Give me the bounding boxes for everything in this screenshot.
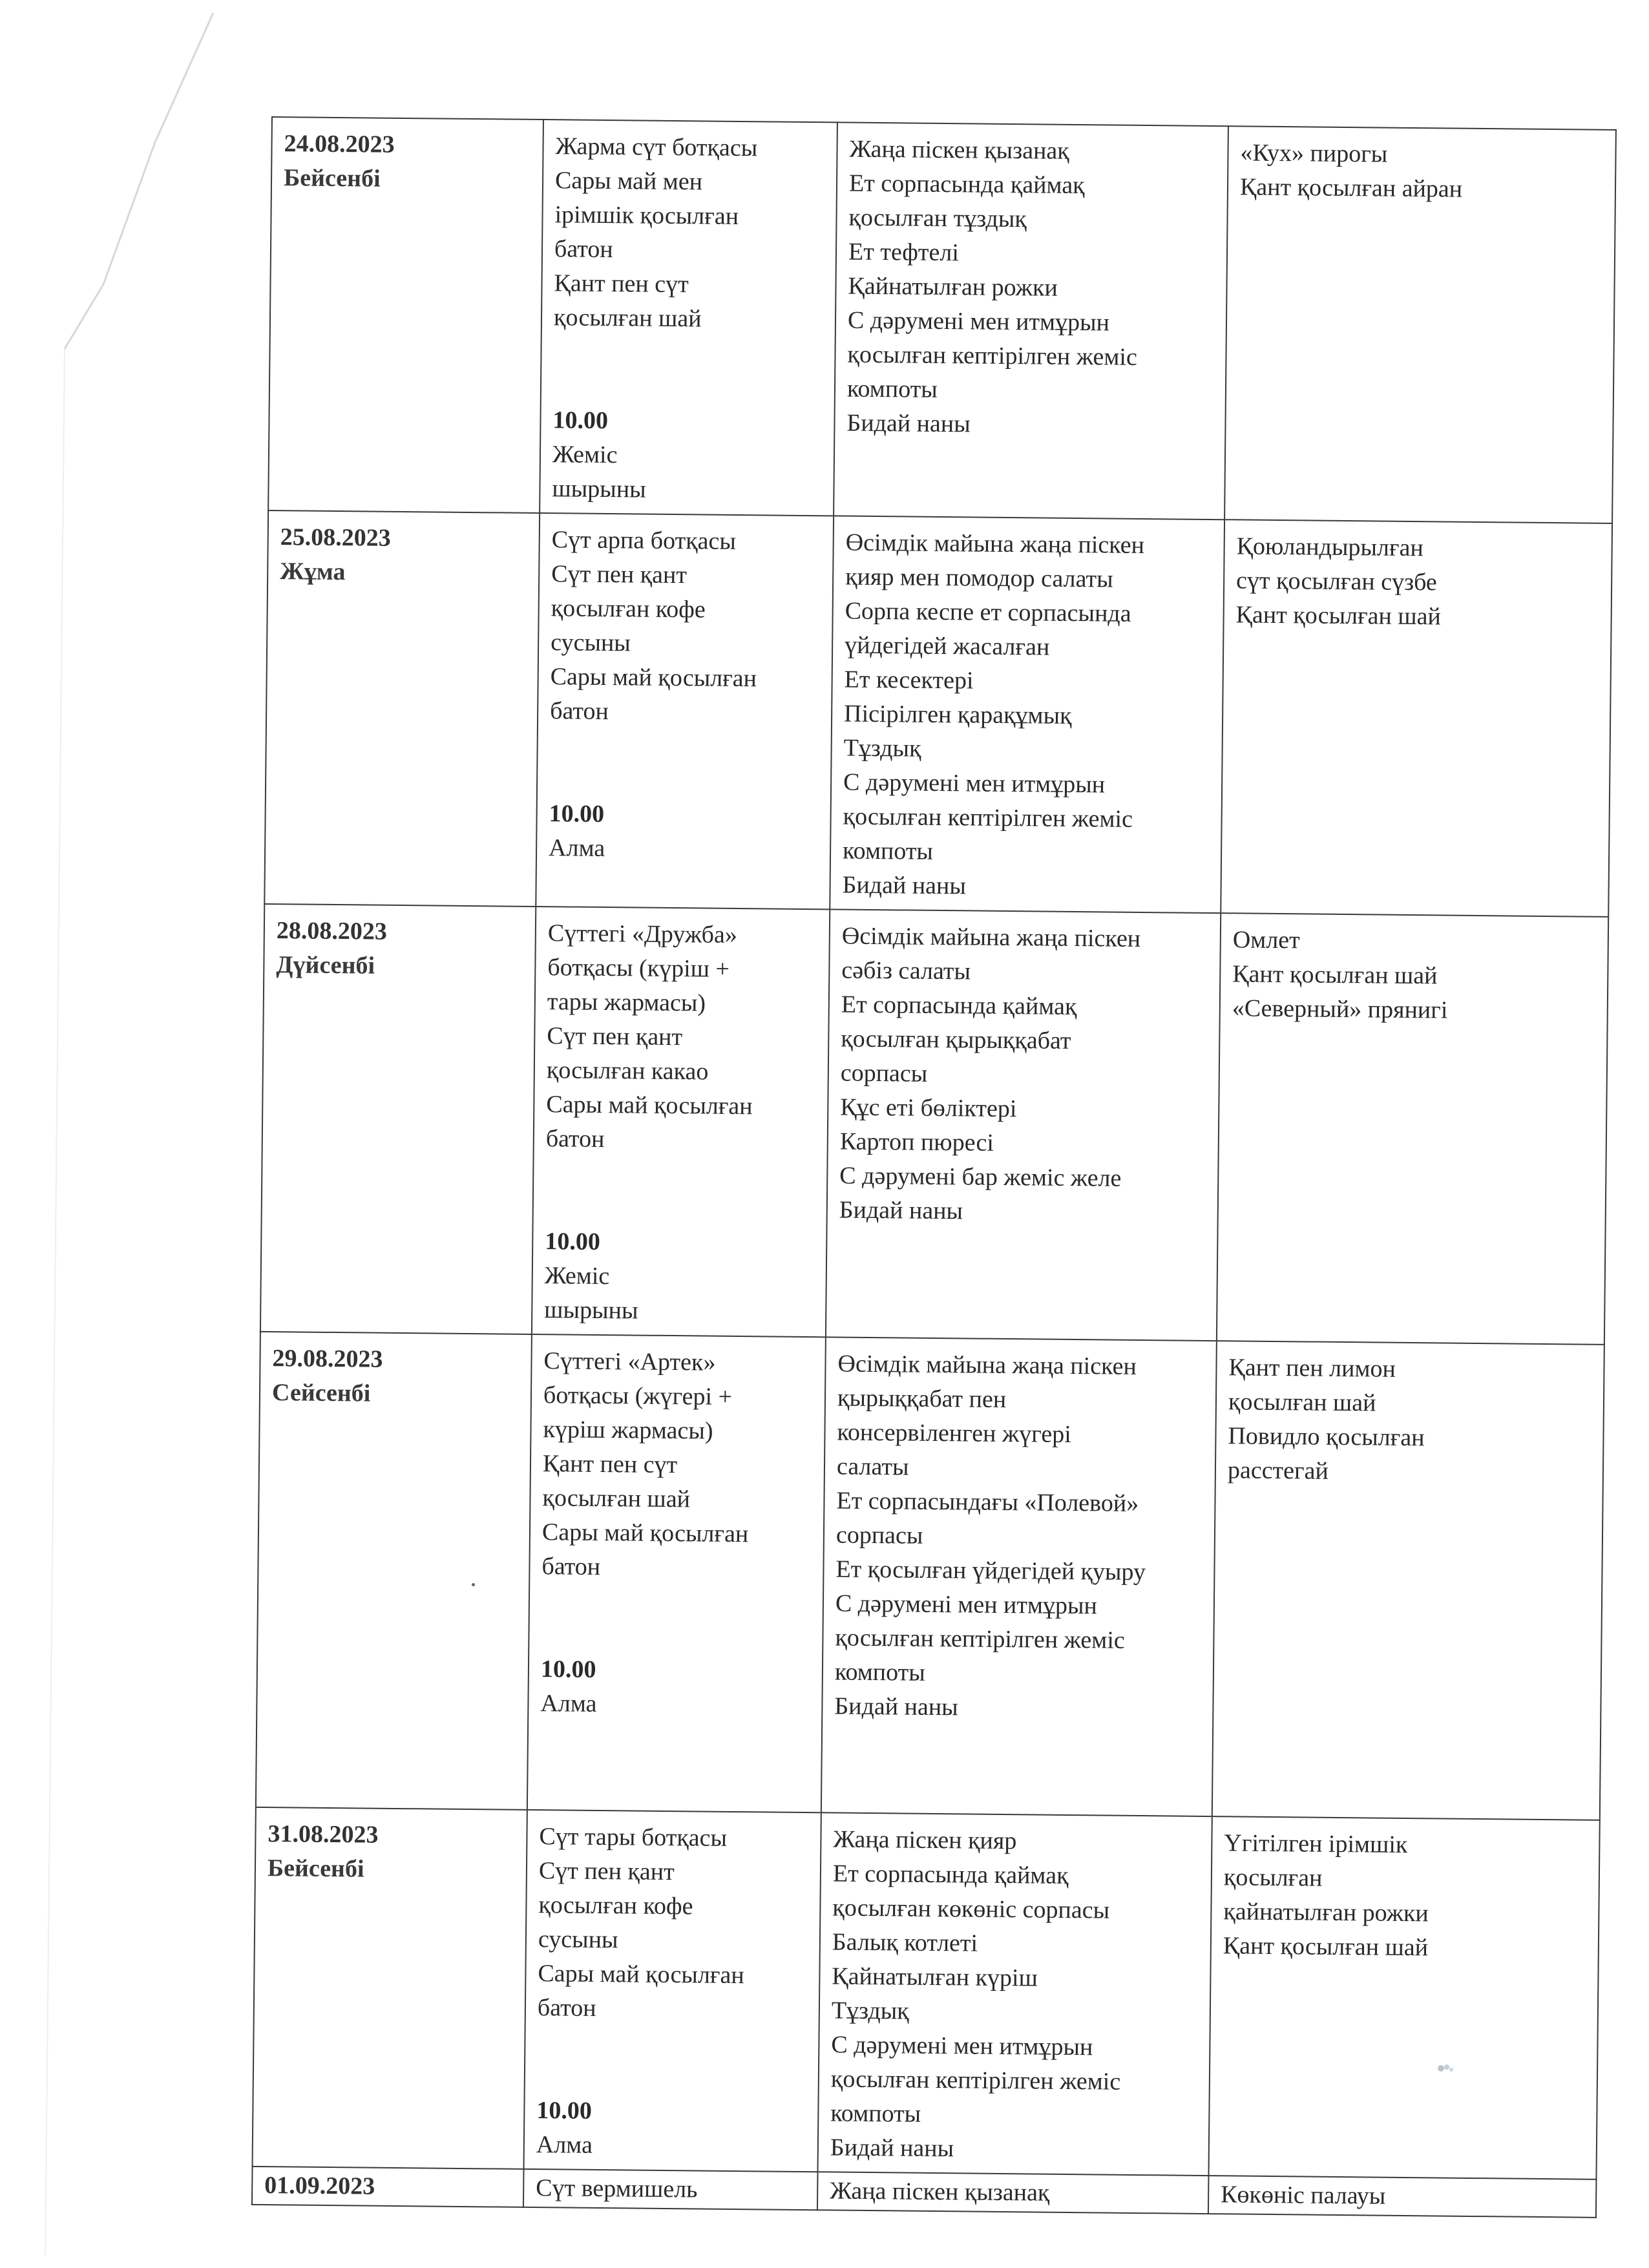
afternoon-item: Повидло қосылған [1228,1422,1425,1452]
snack-line [549,797,819,868]
lunch-item: Жаңа піскен қызанақ [849,135,1069,165]
lunch-item: Бидай наны [830,2134,954,2163]
breakfast-item: сусыны [538,1926,618,1954]
lunch-item: Ет қосылған үйдегідей қуыру [835,1555,1146,1586]
menu-date: 29.08.2023 [272,1345,383,1373]
breakfast-cell [536,513,834,909]
afternoon-item: Көкөніс палауы [1220,2181,1386,2210]
breakfast-item: қосылған шай [553,304,702,333]
day-cell [260,904,536,1334]
breakfast-cell [524,1810,821,2172]
lunch-item: үйдегідей жасалған [844,631,1050,661]
afternoon-item: Қант пен лимон [1228,1354,1396,1383]
day-cell [268,117,543,513]
scan-edge-shadow [39,13,233,2255]
snack-item: Жеміс [544,1262,610,1290]
afternoon-item: қосылған [1223,1864,1323,1892]
day-cell [264,510,540,907]
lunch-item: Өсімдік майына жаңа піскен [845,529,1145,559]
lunch-item: қияр мен помодор салаты [845,563,1113,593]
lunch-item: С дәрумені мен итмұрын [831,2031,1093,2061]
afternoon-snack-cell [1221,520,1612,917]
breakfast-item: сусыны [551,629,631,657]
lunch-cell [826,909,1221,1341]
lunch-item: консервіленген жүгері [837,1418,1071,1448]
lunch-item: қосылған кептірілген жеміс [830,2065,1121,2095]
snack-time: 10.00 [536,2097,593,2125]
lunch-item: Балық котлеті [832,1928,978,1957]
snack-line [540,1652,810,1723]
breakfast-item: қосылған какао [546,1056,709,1086]
breakfast-item: Сүт арпа ботқасы [551,526,737,555]
afternoon-item: расстегай [1227,1456,1329,1485]
breakfast-item: қосылған кофе [551,594,706,624]
breakfast-item: ботқасы (күріш + [547,954,730,983]
breakfast-item: ірімшік қосылған [554,201,739,230]
afternoon-item: Қант қосылған шай [1223,1932,1429,1962]
afternoon-item: Қант қосылған айран [1239,173,1463,203]
menu-row [260,904,1608,1345]
lunch-cell [830,516,1224,913]
snack-time: 10.00 [549,800,605,828]
lunch-item: Картоп пюресі [839,1128,994,1157]
breakfast-cell [540,120,837,516]
lunch-item: қосылған кептірілген жеміс [843,803,1133,833]
breakfast-item: батон [549,697,609,726]
afternoon-item: «Северный» прянигі [1232,994,1448,1024]
snack-time: 10.00 [540,1655,596,1683]
snack-item: Алма [548,834,605,863]
lunch-item: Ет сорпасында қаймақ [832,1860,1069,1889]
day-cell [252,2167,524,2207]
lunch-item: Ет сорпасында қаймақ [848,169,1085,200]
snack-time: 10.00 [545,1228,601,1255]
lunch-item: сорпасы [835,1521,923,1549]
snack-time: 10.00 [552,406,609,435]
snack-item: Жеміс [552,441,618,469]
scan-dot [472,1583,475,1586]
breakfast-item: батон [541,1553,601,1580]
menu-weekday: Бейсенбі [267,1854,364,1883]
lunch-item: Өсімдік майына жаңа піскен [841,922,1141,952]
breakfast-item: Сүт пен қант [547,1022,683,1051]
lunch-item: С дәрумені мен итмұрын [847,306,1110,337]
lunch-item: Өсімдік майына жаңа піскен [837,1350,1137,1380]
menu-table-body [252,117,1616,2218]
afternoon-item: сүт қосылған сүзбе [1235,567,1437,596]
lunch-item: Қайнатылған рожки [848,272,1058,302]
breakfast-item: Сары май қосылған [546,1091,753,1120]
lunch-item: Ет тефтелі [848,238,960,267]
lunch-item: Пісірілген қарақұмық [843,700,1072,730]
lunch-item: қосылған кептірілген жеміс [847,341,1138,371]
lunch-item: Ет кесектері [844,666,974,695]
afternoon-snack-cell [1208,1816,1599,2179]
breakfast-cell [532,907,830,1337]
breakfast-item: Сары май мен [554,167,703,196]
lunch-item: Ет сорпасында қаймақ [841,991,1077,1021]
snack-line [536,2094,806,2165]
afternoon-snack-cell [1224,126,1616,523]
breakfast-item: күріш жармасы) [543,1416,713,1445]
snack-item: шырыны [552,475,646,503]
snack-line [552,403,823,474]
lunch-item: С дәрумені бар жеміс желе [839,1162,1122,1192]
lunch-item: Тұздық [843,734,921,762]
cell-spacer [541,1584,811,1655]
menu-table [251,116,1617,2218]
menu-date: 25.08.2023 [280,523,391,552]
breakfast-item: ботқасы (жүгері + [543,1381,733,1411]
breakfast-item: тары жармасы) [547,988,706,1017]
lunch-item: қосылған қырыққабат [841,1025,1071,1055]
menu-row [253,1807,1600,2179]
menu-weekday: Бейсенбі [283,164,381,193]
lunch-item: Ет сорпасындағы «Полевой» [836,1487,1139,1517]
lunch-cell [817,2172,1209,2214]
snack-line [545,1224,815,1296]
breakfast-item: қосылған кофе [538,1891,693,1920]
lunch-item: Жаңа піскен қызанақ [830,2177,1050,2207]
breakfast-item: қосылған шай [542,1484,691,1513]
afternoon-item: Қант қосылған шай [1232,960,1438,990]
menu-date: 28.08.2023 [276,917,388,945]
breakfast-item: Сүт пен қант [538,1857,675,1886]
breakfast-item: Сары май қосылған [550,663,757,693]
breakfast-item: Қант пен сүт [554,269,689,299]
lunch-cell [818,1812,1212,2176]
lunch-item: Құс еті бөліктері [840,1093,1017,1123]
lunch-item: сорпасы [840,1059,928,1087]
snack-item: шырыны [544,1296,638,1325]
breakfast-item: Қант пен сүт [542,1450,678,1479]
lunch-item: компоты [842,837,934,865]
cell-spacer [549,728,819,799]
breakfast-item: Сүт вермишель [536,2174,698,2203]
menu-date: 31.08.2023 [268,1820,379,1849]
day-cell [256,1332,532,1810]
menu-date: 24.08.2023 [284,130,395,158]
breakfast-item: батон [554,235,613,264]
lunch-item: компоты [846,375,938,403]
breakfast-item: Сүт тары ботқасы [539,1823,728,1852]
breakfast-item: Сүттегі «Дружба» [547,919,738,949]
scan-speck [1436,2063,1455,2074]
breakfast-cell [523,2169,818,2210]
lunch-item: компоты [834,1658,925,1686]
lunch-cell [821,1337,1217,1816]
lunch-item: Сорпа кеспе ет сорпасында [845,597,1131,627]
afternoon-item: Қант қосылған шай [1235,601,1442,631]
lunch-item: С дәрумені мен итмұрын [835,1590,1098,1620]
lunch-item: Бидай наны [834,1692,958,1721]
afternoon-snack-cell [1217,913,1608,1345]
breakfast-item: Жарма сүт ботқасы [555,132,758,162]
lunch-item: салаты [836,1453,909,1481]
lunch-item: Жаңа піскен қияр [833,1825,1017,1855]
lunch-item: Бидай наны [839,1196,963,1225]
lunch-item: қырыққабат пен [837,1384,1007,1414]
lunch-item: қосылған көкөніс сорпасы [832,1894,1110,1924]
afternoon-item: Қоюландырылған [1236,532,1423,562]
breakfast-item: батон [545,1125,605,1153]
snack-item: Алма [536,2131,593,2159]
cell-spacer [545,1156,815,1227]
lunch-item: С дәрумені мен итмұрын [843,768,1106,799]
menu-row [264,510,1612,917]
afternoon-item: Үгітілген ірімшік [1224,1829,1408,1859]
afternoon-item: қосылған шай [1228,1388,1376,1417]
breakfast-item: батон [537,1994,596,2022]
lunch-item: Бидай наны [846,409,971,438]
afternoon-snack-cell [1208,2176,1597,2218]
lunch-item: Қайнатылған күріш [832,1962,1038,1992]
day-cell [253,1807,527,2169]
breakfast-item: Сары май қосылған [541,1518,749,1548]
menu-row [256,1332,1604,1820]
lunch-item: Бидай наны [842,871,967,900]
breakfast-item: Сары май қосылған [538,1960,744,1990]
snack-item: Алма [540,1690,597,1717]
afternoon-item: «Кух» пирогы [1240,139,1388,168]
menu-weekday: Сейсенбі [271,1379,371,1407]
afternoon-item: Омлет [1232,926,1300,954]
afternoon-snack-cell [1212,1341,1604,1820]
breakfast-item: Сүттегі «Артек» [543,1347,716,1376]
breakfast-cell [527,1334,826,1812]
lunch-item: қосылған тұздық [848,204,1027,233]
lunch-item: компоты [830,2099,921,2128]
afternoon-item: қайнатылған рожки [1223,1898,1429,1927]
menu-date: 01.09.2023 [264,2172,375,2200]
cell-spacer [553,335,823,406]
breakfast-item: Сүт пен қант [551,560,688,589]
cell-spacer [537,2025,807,2096]
lunch-cell [834,122,1228,520]
lunch-item: сәбіз салаты [841,956,971,985]
lunch-item: қосылған кептірілген жеміс [835,1624,1125,1654]
lunch-item: Тұздық [831,1997,909,2025]
menu-weekday: Жұма [280,558,346,586]
menu-weekday: Дүйсенбі [276,951,375,980]
menu-row [268,117,1616,523]
